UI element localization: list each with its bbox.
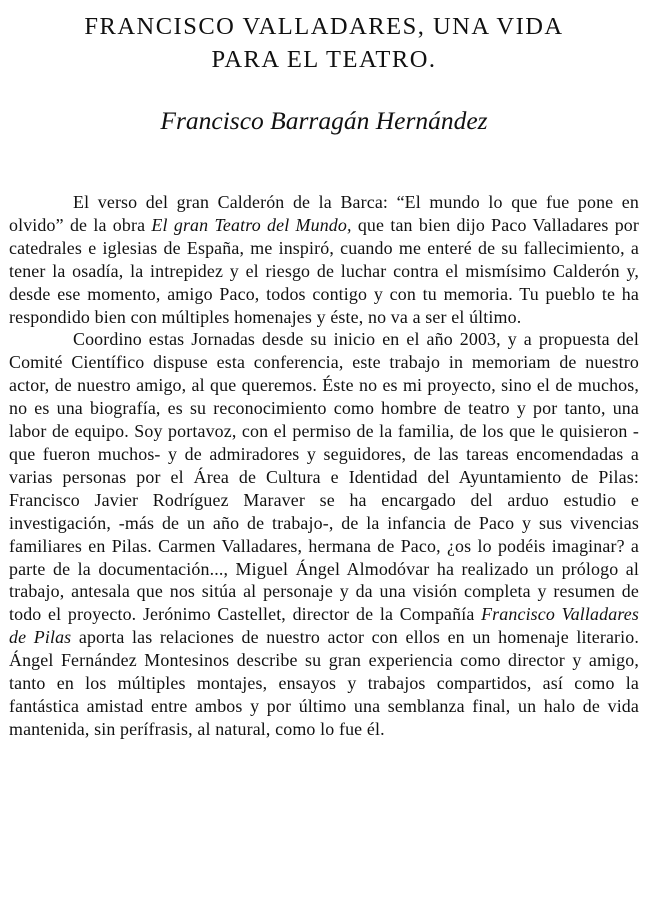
paragraph-1-text-a: El verso del gran Calderón de la Barca: “El mundo lo que fue pone en olvido” de la obra xyxy=(9,192,639,235)
paragraph-2-text-a: Coordino estas Jornadas desde su inicio en el año 2003, y a propuesta del Comité Científico dispuse esta conferencia, este trabajo in memoriam de nuestro actor, de nuestro amigo, al que queremos. Éste no es mi proyecto, sino el de muchos, no es una biografía, es su reconocimiento como hombre de teatro y por tanto, una labor de equipo. Soy portavoz, con el permiso de la familia, de los que le quisieron -que fueron muchos- y de admiradores y seguidores, de las tareas encomendadas a varias personas por el Área de Cultura e Identidad del Ayuntamiento de Pilas: Francisco Javier Rodríguez Maraver se ha encargado del arduo estudio e investigación, -más de un año de trabajo-, de la infancia de Paco y sus vivencias familiares en Pilas. Carmen Valladares, hermana de Paco, ¿os lo podéis imaginar? a parte de la documentación..., Miguel Ángel Almodóvar ha realizado un prólogo al trabajo, antesala que nos sitúa al personaje y da una visión completa y resumen de todo el proyecto. Jerónimo Castellet, director de la Compañía xyxy=(9,329,639,625)
paragraph-2-text-c: aporta las relaciones de nuestro actor con ellos en un homenaje literario. Ángel Fernández Montesinos describe su gran experiencia como director y amigo, tanto en los múltiples montajes, ensayos y trabajos compartidos, así como la fantástica amistad entre ambos y por último una semblanza final, un halo de vida mantenida, sin perífrasis, al natural, como lo fue él. xyxy=(9,627,640,739)
company-name-italic: Francisco Valladares de Pilas xyxy=(9,604,639,648)
article-title xyxy=(9,10,639,76)
paragraph-1-text-c: que tan bien dijo Paco Valladares por catedrales e iglesias de España, me inspiró, cuando me enteré de su fallecimiento, a tener la osadía, la intrepidez y el riesgo de luchar contra el mismísimo Calderón y, desde ese momento, amigo Paco, todos contigo y con tu memoria. Tu pueblo te ha respondido bien con múltiples homenajes y éste, no va a ser el último. xyxy=(9,214,639,327)
paragraph-2 xyxy=(9,328,639,740)
paragraph-1 xyxy=(9,191,639,328)
article-title-line-2: PARA EL TEATRO. xyxy=(211,46,437,73)
author-name: Francisco Barragán Hernández xyxy=(160,106,488,135)
article-body xyxy=(9,191,639,741)
article-title-line-1: FRANCISCO VALLADARES, UNA VIDA xyxy=(84,13,564,40)
work-title-gran-teatro: El gran Teatro del Mundo, xyxy=(151,214,352,235)
